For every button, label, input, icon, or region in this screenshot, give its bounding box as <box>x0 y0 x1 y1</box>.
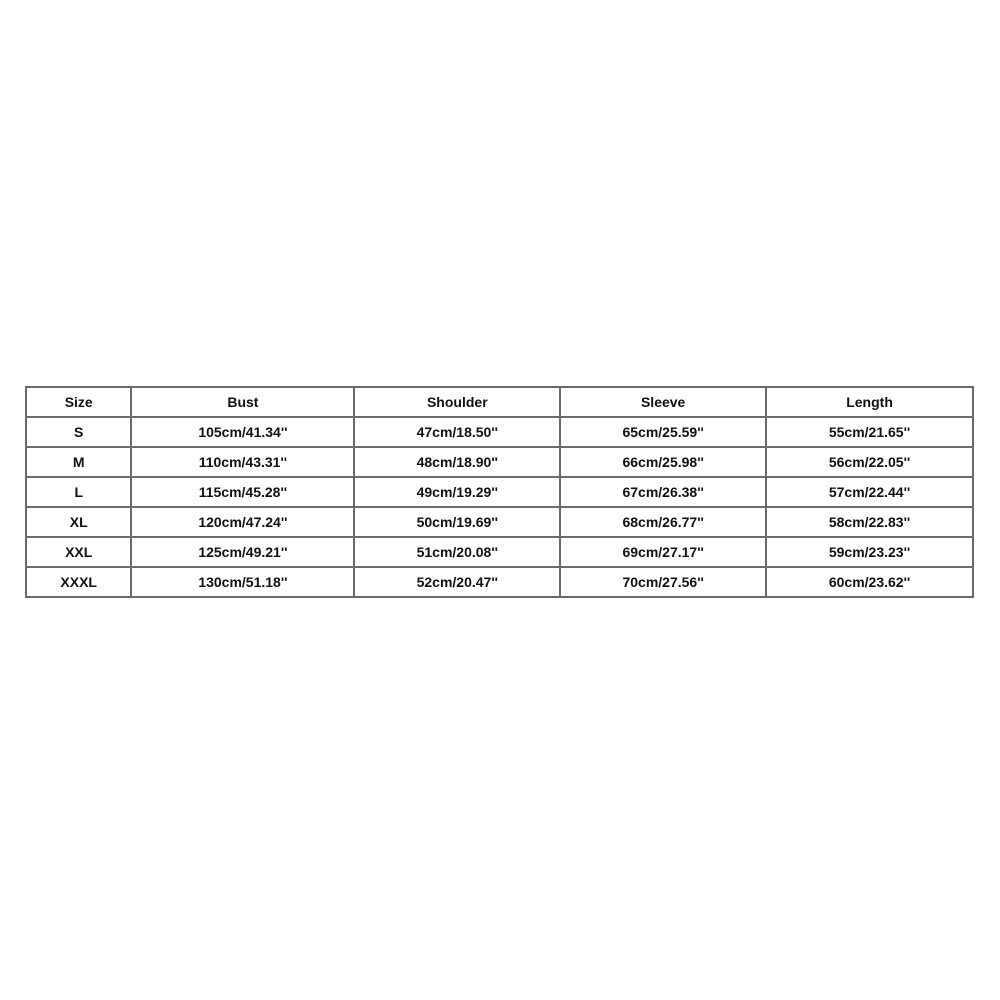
size-cell: XL <box>26 507 131 537</box>
header-row <box>26 387 973 417</box>
bust-cell: 130cm/51.18'' <box>131 567 354 597</box>
bust-cell: 125cm/49.21'' <box>131 537 354 567</box>
header-sleeve: Sleeve <box>560 387 766 417</box>
size-cell: XXL <box>26 537 131 567</box>
sleeve-cell: 66cm/25.98'' <box>560 447 766 477</box>
length-cell: 58cm/22.83'' <box>766 507 973 537</box>
table-row <box>26 417 973 447</box>
length-cell: 60cm/23.62'' <box>766 567 973 597</box>
size-cell: S <box>26 417 131 447</box>
header-size: Size <box>26 387 131 417</box>
shoulder-cell: 52cm/20.47'' <box>354 567 560 597</box>
sleeve-cell: 70cm/27.56'' <box>560 567 766 597</box>
length-cell: 55cm/21.65'' <box>766 417 973 447</box>
bust-cell: 110cm/43.31'' <box>131 447 354 477</box>
length-cell: 59cm/23.23'' <box>766 537 973 567</box>
shoulder-cell: 50cm/19.69'' <box>354 507 560 537</box>
shoulder-cell: 48cm/18.90'' <box>354 447 560 477</box>
table-row <box>26 477 973 507</box>
header-bust: Bust <box>131 387 354 417</box>
size-cell: XXXL <box>26 567 131 597</box>
sleeve-cell: 65cm/25.59'' <box>560 417 766 447</box>
header-shoulder: Shoulder <box>354 387 560 417</box>
table-row <box>26 507 973 537</box>
size-cell: L <box>26 477 131 507</box>
size-cell: M <box>26 447 131 477</box>
sleeve-cell: 67cm/26.38'' <box>560 477 766 507</box>
bust-cell: 105cm/41.34'' <box>131 417 354 447</box>
table-row <box>26 447 973 477</box>
shoulder-cell: 49cm/19.29'' <box>354 477 560 507</box>
shoulder-cell: 47cm/18.50'' <box>354 417 560 447</box>
header-length: Length <box>766 387 973 417</box>
shoulder-cell: 51cm/20.08'' <box>354 537 560 567</box>
size-chart-table <box>25 386 974 598</box>
length-cell: 57cm/22.44'' <box>766 477 973 507</box>
sleeve-cell: 69cm/27.17'' <box>560 537 766 567</box>
bust-cell: 115cm/45.28'' <box>131 477 354 507</box>
length-cell: 56cm/22.05'' <box>766 447 973 477</box>
table-row <box>26 567 973 597</box>
table-row <box>26 537 973 567</box>
sleeve-cell: 68cm/26.77'' <box>560 507 766 537</box>
bust-cell: 120cm/47.24'' <box>131 507 354 537</box>
